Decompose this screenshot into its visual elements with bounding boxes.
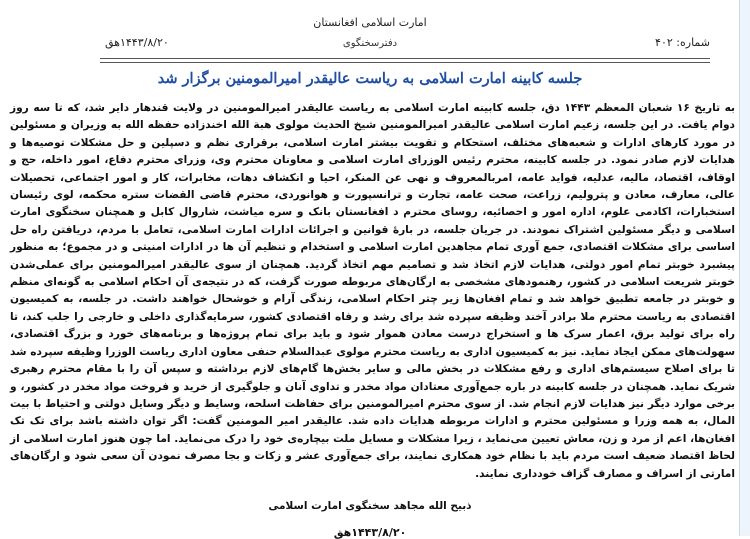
document-body: به تاریخ ۱۶ شعبان المعظم ۱۴۴۳ دق، جلسه کابینه امارت اسلامی به ریاست عالیقدر امیرالمومنین در ولایت قندهار دایر شد، که تا سه روز دوام یافت. در این جلسه، زعیم امارت اسلامی عالیقدر امیرالمومنین شیخ الحدیث مولوی هبة الله اخندزاده حفظه الله به وزیران و مسئولین در مورد کارهای ادارات و شعبه‌های مختلف، استحکام و تقویت بیشتر امارت اسلامی، برقراری نظم و دسپلین و حل مشکلات توصیه‌ها و هدایات لازم صادر نمود. در جلسه کابینه، محترم رئیس الوزرای امارت اسلامی و معاونان محترم وی، وزرای محترم دفاع، امور داخله، حج و اوقاف، اقتصاد، مالیه، عدلیه، فواید عامه، امربالمعروف و نهی عن المنکر، احیا و انکشاف دهات، مخابرات، کار و امور اجتماعی، تحصیلات عالی، معارف، معادن و پترولیم، زراعت، صحت عامه، تجارت و ترانسپورت و هوانوردی، محترم قاضی القضات ستره محکمه، لوی رئیسان استخبارات، اکادمی علوم، اداره امور و احصائیه، روسای محترم د افغانستان بانک و سره میاشت، شاروال کابل و همچنان سخنگوی امارت اسلامی و دیگر مسئولین اشتراک نمودند. در جریان جلسه، در بارهٔ قوانین و اجرائات ادارات امارت اسلامی، تعامل با مردم، دریافتن راه حل اساسی برای مشکلات اقتصادی، جمع آوری تمام مجاهدین امارت اسلامی و استخدام و تنظیم آن ها در ادارات امنیتی و در مجموع؛ به منظور پیشبرد خوبتر تمام امور دولتی، هدایات لازم اتخاذ شد و تصامیم مهم اتخاذ گردید. همچنان از سوی عالیقدر امیرالمومنین برای عملی‌شدن خوبتر شریعت اسلامی در کشور، رهنمودهای مشخصی به ارگان‌های مربوطه صورت گرفت، که در نتیجه‌ی آن احکام اسلامی به گونه‌ای منظم و خوبتر در جامعه تطبیق خواهد شد و تمام افغان‌ها زیر چتر احکام اسلامی، زندگی آرام و خوشحال خواهند داشت. در جلسه، به کمیسیون اقتصادی به ریاست محترم ملا برادر آخند وظیفه سپرده شد برای رشد و رفاه اقتصادی کشور، سرمایه‌گذاری داخلی و خارجی را جلب کند، تا راه برای تولید برق، اعمار سرک ها و استخراج درست معادن هموار شود و باید برای تمام پروژه‌ها و برنامه‌های خورد و بزرگ اقتصادی، سهولت‌های ممکن ایجاد نماید. نیز به کمیسیون اداری به ریاست محترم مولوی عبدالسلام حنفی معاون اداری ریاست الوزرا وظیفه سپرده شد تا برای اصلاح سیستم‌های اداری و رفع مشکلات در بخش مالی و سایر بخش‌ها گام‌های لازم برداشته و سپس آن را با مقام محترم رهبری شریک نماید. همچنان در جلسه کابینه در باره جمع‌آوری معتادان مواد مخدر و تداوی آنان و جلوگیری از خرید و فروخت مواد مخدر در کشور، و برخی موارد دیگر نیز هدایات لازم انجام شد. از سوی محترم امیرالمومنین برای حفاظت اسلحه، وسایط و دیگر وسایل دولتی و احتیاط با بیت المال، به همه وزرا و مسئولین محترم و ادارات مربوطه هدایات داده شد. عالیقدر امیر المومنین گفت: اگر توان داشته باشد برای تک تک افغان‌ها، اعم از مرد و زن، معاش تعیین می‌نماید ، زیرا مشکلات و مسایل ملت بیچاره‌ی خود را درک می‌نماید. اما چون هنوز امارت اسلامی از لحاظ اقتصاد ضعیف است مردم باید با نظام خود همکاری نمایند، برای جمع‌آوری عشر و زکات و بجا مصرف نمودن آن سعی شود و ارگان‌های امارتی از اسراف و مصارف گزاف خودداری نمایند. (10, 102, 735, 480)
reference-number-block (655, 36, 710, 49)
footer-date: ۱۴۴۳/۸/۲۰هق (333, 526, 407, 539)
reference-label: شماره: (676, 36, 710, 49)
document-date: ۱۴۴۳/۸/۲۰هق (105, 36, 169, 49)
header-divider-bottom (100, 62, 710, 63)
reference-number: ۴۰۲ (655, 36, 673, 49)
office-name: دفترسخنگوی (342, 38, 398, 49)
organization-name: امارت اسلامی افغانستان (313, 16, 427, 29)
document-title: جلسه کابینه امارت اسلامی به ریاست عالیقدر امیرالمومنین برگزار شد (157, 70, 583, 87)
signature-line: ذبیح الله مجاهد سخنگوی امارت اسلامی (268, 500, 472, 512)
page-edge-scrollbar (739, 0, 750, 536)
header-divider-top (100, 58, 710, 59)
